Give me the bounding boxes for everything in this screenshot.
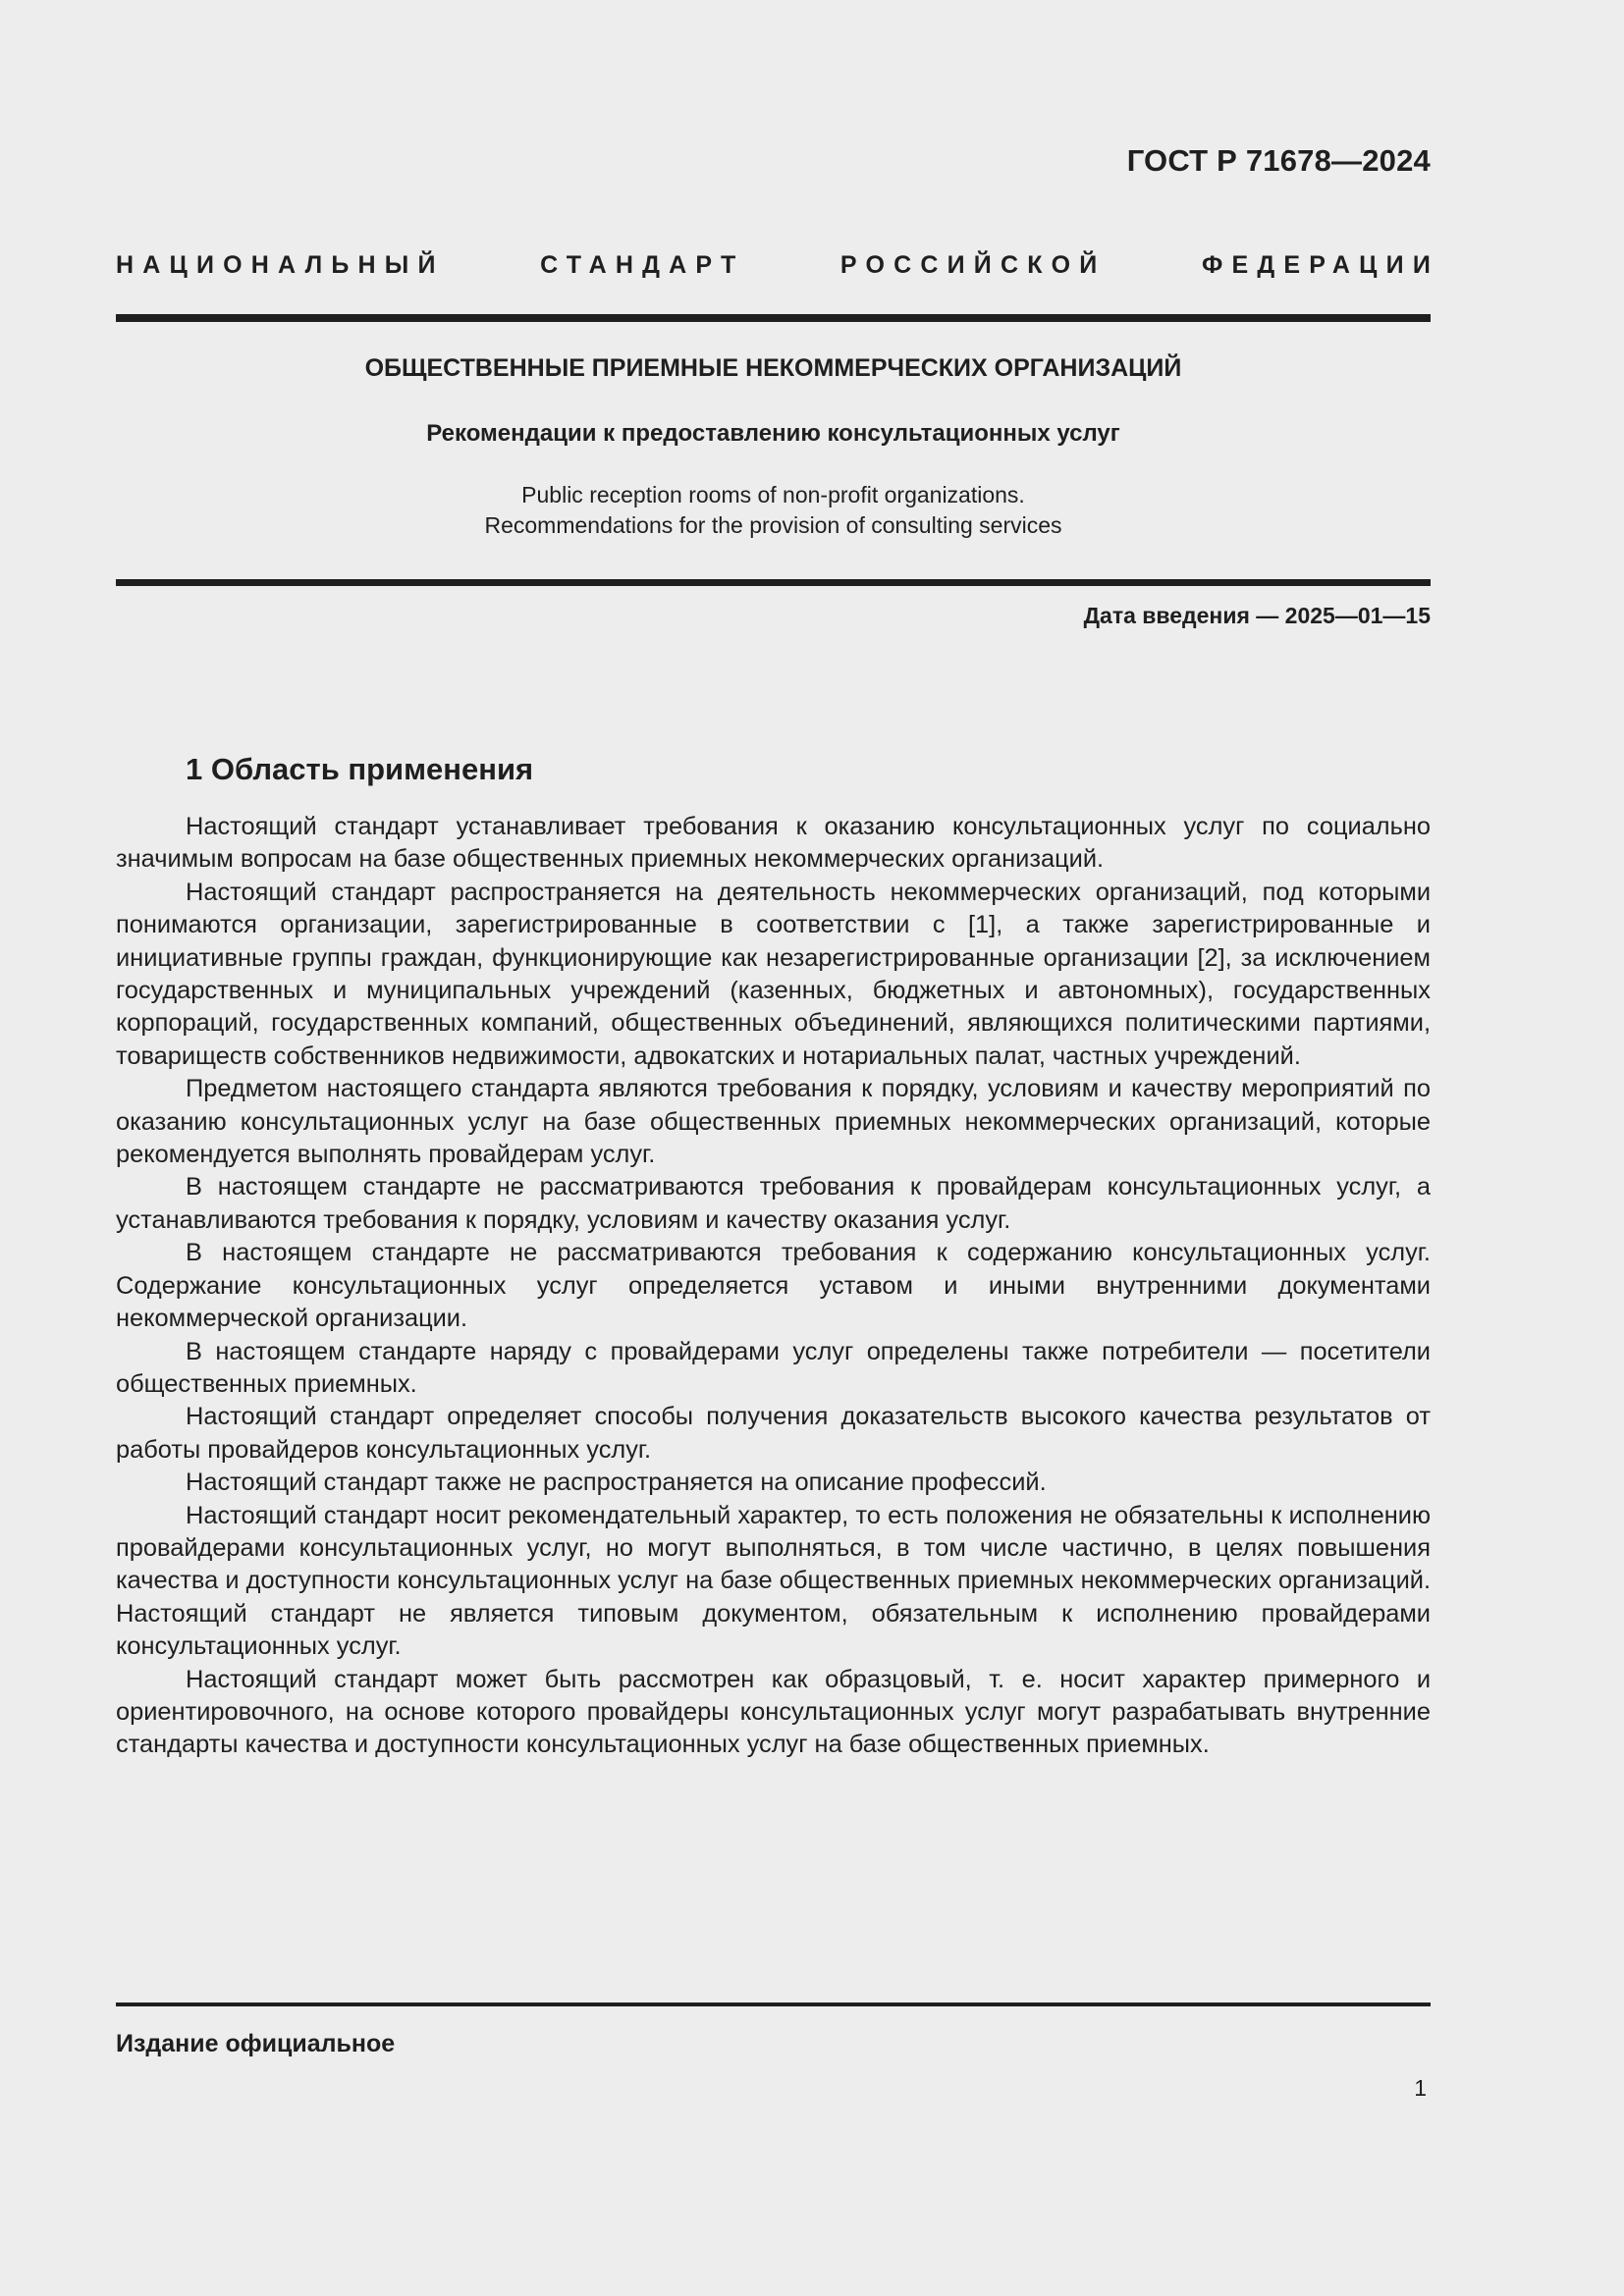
paragraph: Настоящий стандарт может быть рассмотрен как образцовый, т. е. носит характер примерного и ориентировочного, на основе которого провайдеры консультационных услуг могут разрабатывать внутренние стандарты качества и доступности консультационных услуг на базе общественных приемных. [116,1665,1431,1759]
top-divider [116,314,1431,322]
title-bottom-divider [116,579,1431,586]
paragraph: Предметом настоящего стандарта являются требования к порядку, условиям и качеству мероприятий по оказанию консультационных услуг на базе общественных приемных некоммерческих организаций, которые рекомендуется выполнять провайдерам услуг. [116,1075,1431,1169]
paragraph: Настоящий стандарт носит рекомендательный характер, то есть положения не обязательны к исполнению провайдерами консультационных услуг, но могут выполняться, в том числе частично, в целях повышения качества и доступности консультационных услуг на базе общественных приемных некоммерческих организаций. Настоящий стандарт не является типовым документом, обязательным к исполнению провайдерами консультационных услуг. [116,1501,1431,1661]
paragraph: В настоящем стандарте не рассматриваются требования к провайдерам консультационных услуг, а устанавливаются требования к порядку, условиям и качеству оказания услуг. [116,1173,1431,1234]
paragraph: В настоящем стандарте не рассматриваются требования к содержанию консультационных услуг. Содержание консультационных услуг определяется уставом и иными внутренними документами некоммерческой организации. [116,1239,1431,1333]
standard-number: ГОСТ Р 71678—2024 [1126,143,1431,178]
paragraph: В настоящем стандарте наряду с провайдерами услуг определены также потребители — посетители общественных приемных. [116,1337,1431,1398]
paragraph: Настоящий стандарт устанавливает требования к оказанию консультационных услуг по социально значимым вопросам на базе общественных приемных некоммерческих организаций. [116,813,1431,874]
document-title: ОБЩЕСТВЕННЫЕ ПРИЕМНЫЕ НЕКОММЕРЧЕСКИХ ОРГАНИЗАЦИЙ [364,354,1182,382]
paragraph: Настоящий стандарт распространяется на деятельность некоммерческих организаций, под которыми понимаются организации, зарегистрированные в соответствии с [1], а также зарегистрированные и инициативные группы граждан, функционирующие как незарегистрированные организации [2], за исключением государственных и муниципальных учреждений (казенных, бюджетных и автономных), государственных корпораций, государственных компаний, общественных объединений, являющихся политическими партиями, товариществ собственников недвижимости, адвокатских и нотариальных палат, частных учреждений. [116,878,1431,1070]
page-number: 1 [1414,2075,1427,2101]
section-heading: 1 Область применения [186,752,534,786]
introduction-date: Дата введения — 2025—01—15 [1083,603,1431,628]
document-page [116,0,1439,2296]
section-body [116,811,1431,1762]
english-title [116,480,1431,541]
national-standard-banner: НАЦИОНАЛЬНЫЙ СТАНДАРТ РОССИЙСКОЙ ФЕДЕРАЦИИ [116,251,1439,279]
english-title-line-2: Recommendations for the provision of consulting services [484,512,1062,538]
paragraph: Настоящий стандарт определяет способы получения доказательств высокого качества результатов от работы провайдеров консультационных услуг. [116,1403,1431,1464]
edition-label: Издание официальное [116,2030,396,2057]
english-title-line-1: Public reception rooms of non-profit organizations. [521,482,1025,507]
footer-divider [116,2002,1431,2006]
document-subtitle: Рекомендации к предоставлению консультационных услуг [426,420,1120,447]
paragraph: Настоящий стандарт также не распространяется на описание профессий. [186,1468,1047,1497]
